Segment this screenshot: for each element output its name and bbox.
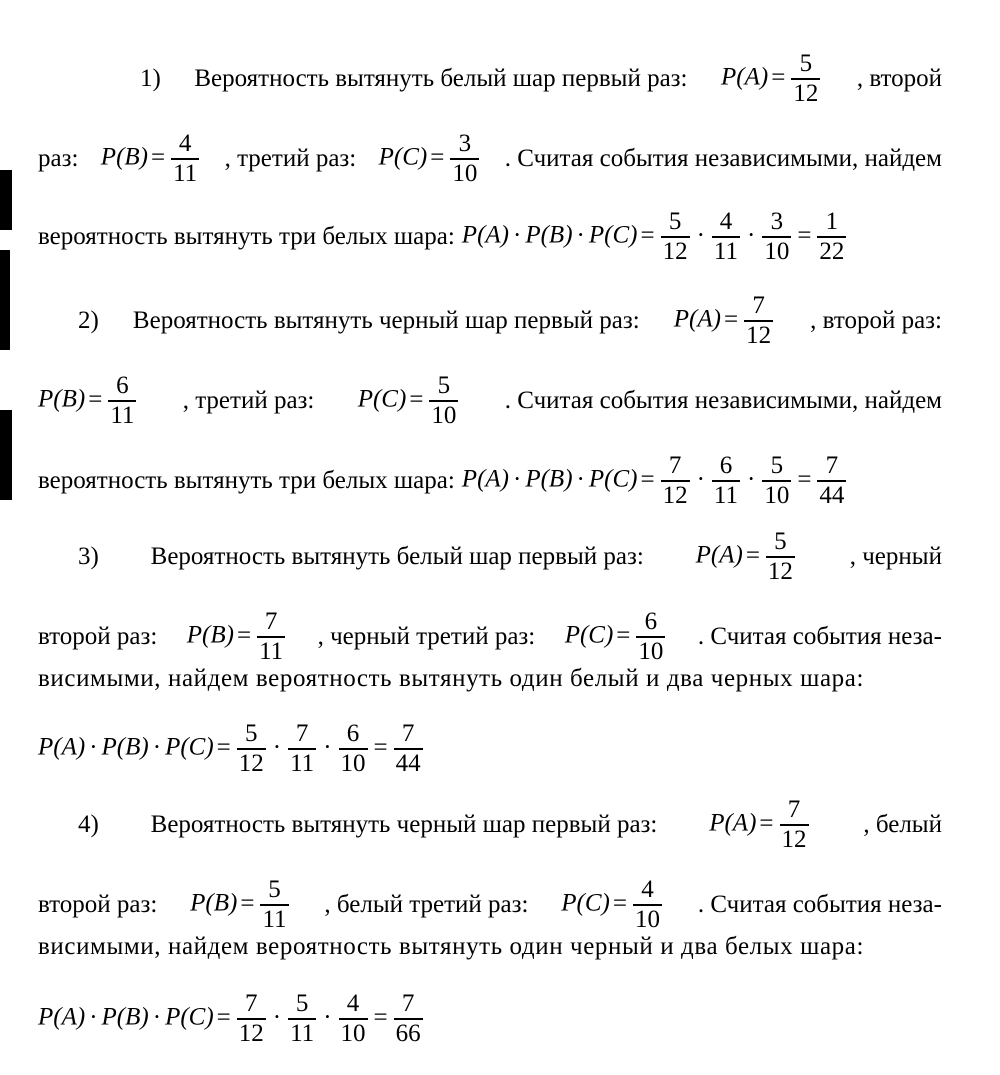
scan-edge-mark [0, 250, 10, 350]
fraction-numerator: 7 [401, 990, 415, 1017]
p1-line3 [38, 208, 942, 266]
fraction [429, 372, 458, 430]
fraction [288, 990, 316, 1048]
fraction [712, 208, 740, 266]
p2-line2 [38, 372, 942, 430]
scan-edge-mark [0, 410, 12, 500]
probability-symbol: P(C) [588, 221, 638, 249]
probability-symbol: P(B) [101, 733, 149, 761]
probability-symbol: P(A) [673, 305, 721, 333]
fraction-numerator: 6 [116, 372, 129, 399]
fraction-numerator: 4 [719, 208, 733, 235]
p3-line3 [38, 664, 942, 694]
fraction-denominator: 11 [259, 638, 284, 665]
probability-symbol: P(B) [101, 1003, 149, 1031]
fraction-numerator: 7 [752, 292, 765, 319]
p1-pc-formula [379, 130, 483, 188]
p2-pa-formula [674, 292, 776, 350]
probability-symbol: P(C) [357, 385, 407, 413]
fraction-numerator: 7 [668, 452, 682, 479]
equals-sign: = [723, 305, 739, 333]
equals-sign: = [640, 465, 655, 493]
equals-sign: = [612, 889, 627, 917]
p1-before: раз: [38, 145, 79, 172]
fraction [339, 720, 368, 778]
equals-sign: = [236, 621, 252, 649]
p1-text: Вероятность вытянуть белый шар первый раз: [194, 65, 688, 92]
probability-symbol: P(A) [38, 1003, 86, 1031]
p4-pb-formula [190, 876, 291, 934]
p1-after2: . Считая события независимыми, найдем [504, 145, 942, 172]
fraction-denominator: 10 [635, 906, 660, 933]
multiply-dot: · [89, 733, 98, 761]
equals-sign: = [373, 733, 388, 761]
multiply-dot: · [576, 465, 585, 493]
equals-sign: = [759, 809, 774, 837]
p2-line3 [38, 452, 942, 510]
fraction-denominator: 11 [110, 402, 135, 429]
fraction-numerator: 4 [346, 990, 360, 1017]
equals-sign: = [216, 733, 231, 761]
fraction-denominator: 11 [290, 1020, 315, 1047]
fraction-numerator: 5 [437, 372, 451, 399]
fraction-denominator: 10 [452, 160, 478, 187]
equals-sign: = [88, 385, 103, 413]
multiply-dot: · [272, 1003, 282, 1031]
p1-line2 [38, 130, 942, 188]
fraction [744, 292, 773, 350]
fraction-numerator: 3 [770, 208, 784, 235]
fraction-denominator: 10 [764, 238, 790, 265]
p2-after2: . Считая события независимыми, найдем [504, 387, 942, 414]
p4-pc-formula [561, 876, 665, 934]
fraction [817, 208, 846, 266]
fraction-denominator: 22 [819, 238, 845, 265]
fraction-denominator: 44 [819, 482, 845, 509]
p1-number: 1) [140, 65, 161, 92]
p3-text: Вероятность вытянуть белый шар первый раз: [150, 543, 644, 570]
equals-sign: = [745, 541, 760, 569]
fraction [817, 452, 846, 510]
p4-pa-formula [709, 796, 811, 854]
multiply-dot: · [696, 465, 705, 493]
p4-after: , белый [863, 811, 942, 838]
fraction-denominator: 10 [638, 638, 664, 665]
equals-sign: = [409, 385, 424, 413]
fraction-numerator: 1 [825, 208, 839, 235]
probability-symbol: P(B) [190, 889, 238, 917]
p1-mid: , третий раз: [224, 145, 357, 172]
probability-symbol: P(A) [461, 465, 509, 493]
probability-symbol: P(B) [525, 221, 573, 249]
probability-symbol: P(C) [588, 465, 638, 493]
p3-number: 3) [78, 543, 99, 570]
fraction-numerator: 5 [774, 528, 787, 555]
probability-symbol: P(B) [100, 143, 148, 171]
fraction [260, 876, 288, 934]
equals-sign: = [797, 465, 812, 493]
p4-line1 [38, 796, 942, 854]
p4-number: 4) [78, 811, 99, 838]
p2-before3: вероятность вытянуть три белых шара: [38, 467, 455, 494]
equals-sign: = [373, 1003, 388, 1031]
multiply-dot: · [152, 1003, 162, 1031]
probability-symbol: P(C) [165, 1003, 214, 1031]
p3-line4 [38, 720, 942, 778]
fraction-numerator: 6 [644, 608, 658, 635]
probability-symbol: P(C) [564, 621, 614, 649]
fraction [636, 608, 665, 666]
probability-symbol: P(B) [186, 621, 234, 649]
fraction-denominator: 12 [662, 482, 688, 509]
fraction [712, 452, 740, 510]
probability-symbol: P(C) [378, 143, 428, 171]
fraction [257, 608, 285, 666]
probability-symbol: P(A) [461, 221, 509, 249]
fraction [237, 990, 266, 1048]
equals-sign: = [616, 621, 631, 649]
p3-pa-formula [696, 528, 798, 586]
fraction-numerator: 5 [668, 208, 682, 235]
fraction [108, 372, 136, 430]
fraction-denominator: 11 [173, 160, 198, 187]
p2-product-formula [462, 452, 850, 510]
p3-pc-formula [565, 608, 669, 666]
p1-line1 [38, 50, 942, 108]
p1-pa-formula [721, 50, 823, 108]
equals-sign: = [151, 143, 166, 171]
p4-line3 [38, 932, 942, 962]
equals-sign: = [797, 221, 812, 249]
fraction-numerator: 5 [799, 50, 813, 77]
fraction [171, 130, 199, 188]
fraction-denominator: 11 [290, 750, 315, 777]
fraction-numerator: 7 [245, 990, 258, 1017]
fraction-denominator: 10 [764, 482, 790, 509]
multiply-dot: · [323, 733, 332, 761]
fraction [339, 990, 368, 1048]
p3-line1 [38, 528, 942, 586]
multiply-dot: · [513, 465, 522, 493]
p3-after: , черный [849, 543, 942, 570]
fraction [237, 720, 266, 778]
fraction-numerator: 3 [458, 130, 472, 157]
fraction-denominator: 11 [713, 238, 738, 265]
fraction-denominator: 12 [662, 238, 688, 265]
multiply-dot: · [323, 1003, 332, 1031]
multiply-dot: · [746, 465, 756, 493]
p3-line2 [38, 608, 942, 666]
equals-sign: = [430, 143, 445, 171]
fraction [450, 130, 479, 188]
p4-product-formula [38, 990, 426, 1048]
fraction-numerator: 7 [787, 796, 801, 823]
p3-after2: . Считая события неза- [697, 623, 942, 650]
p3-pb-formula [187, 608, 288, 666]
fraction-denominator: 12 [238, 1020, 264, 1047]
fraction [780, 796, 809, 854]
fraction-numerator: 7 [295, 720, 309, 747]
p2-mid: , третий раз: [182, 387, 315, 414]
fraction [762, 208, 791, 266]
probability-symbol: P(A) [38, 733, 86, 761]
multiply-dot: · [152, 733, 162, 761]
p1-pb-formula [101, 130, 202, 188]
multiply-dot: · [746, 221, 756, 249]
multiply-dot: · [89, 1003, 98, 1031]
fraction-numerator: 6 [719, 452, 733, 479]
probability-symbol: P(A) [721, 63, 769, 91]
p2-pb-formula [38, 372, 139, 430]
p2-pc-formula [358, 372, 462, 430]
fraction-numerator: 5 [770, 452, 784, 479]
fraction-denominator: 10 [431, 402, 457, 429]
scan-edge-mark [0, 170, 12, 230]
p2-text: Вероятность вытянуть черный шар первый раз: [132, 307, 640, 334]
fraction [394, 990, 423, 1048]
equals-sign: = [216, 1003, 231, 1031]
multiply-dot: · [513, 221, 522, 249]
p4-line4 [38, 990, 942, 1048]
p1-before3: вероятность вытянуть три белых шара: [38, 223, 455, 250]
probability-symbol: P(A) [695, 541, 743, 569]
probability-symbol: P(A) [709, 809, 757, 837]
p4-line2 [38, 876, 942, 934]
fraction-denominator: 44 [395, 750, 421, 777]
p4-before: второй раз: [38, 891, 158, 918]
fraction-numerator: 7 [401, 720, 415, 747]
fraction [394, 720, 423, 778]
fraction [633, 876, 662, 934]
p2-line1 [38, 292, 942, 350]
p2-number: 2) [78, 307, 99, 334]
p1-after: , второй [856, 65, 942, 92]
fraction-numerator: 5 [245, 720, 258, 747]
p4-mid: , белый третий раз: [324, 891, 529, 918]
p2-after: , второй раз: [810, 307, 942, 334]
fraction-denominator: 10 [340, 1020, 366, 1047]
p4-text3: висимыми, найдем вероятность вытянуть один черный и два белых шара: [38, 933, 864, 960]
p4-after2: . Считая события неза- [697, 891, 942, 918]
equals-sign: = [640, 221, 655, 249]
p3-before: второй раз: [38, 623, 158, 650]
fraction-denominator: 11 [262, 906, 287, 933]
probability-symbol: P(C) [561, 889, 610, 917]
fraction-denominator: 12 [793, 80, 819, 107]
p3-product-formula [38, 720, 426, 778]
fraction [661, 452, 690, 510]
p3-mid: , черный третий раз: [317, 623, 536, 650]
p3-text3: висимыми, найдем вероятность вытянуть один белый и два черных шара: [38, 665, 864, 692]
fraction-numerator: 4 [178, 130, 192, 157]
fraction [762, 452, 791, 510]
p4-text: Вероятность вытянуть черный шар первый раз: [150, 811, 658, 838]
fraction-denominator: 12 [746, 322, 772, 349]
fraction-numerator: 7 [264, 608, 278, 635]
fraction-numerator: 5 [295, 990, 309, 1017]
probability-symbol: P(B) [38, 385, 86, 413]
fraction [766, 528, 795, 586]
multiply-dot: · [576, 221, 585, 249]
fraction-numerator: 5 [268, 876, 281, 903]
probability-symbol: P(B) [525, 465, 573, 493]
multiply-dot: · [696, 221, 705, 249]
fraction-numerator: 6 [346, 720, 360, 747]
multiply-dot: · [272, 733, 282, 761]
fraction [661, 208, 690, 266]
p1-product-formula [462, 208, 850, 266]
equals-sign: = [771, 63, 786, 91]
fraction-denominator: 11 [713, 482, 738, 509]
fraction-numerator: 7 [825, 452, 839, 479]
fraction [288, 720, 316, 778]
equals-sign: = [240, 889, 255, 917]
fraction-denominator: 12 [767, 558, 793, 585]
fraction-numerator: 4 [641, 876, 654, 903]
probability-symbol: P(C) [165, 733, 214, 761]
fraction-denominator: 12 [238, 750, 264, 777]
fraction-denominator: 66 [395, 1020, 421, 1047]
fraction-denominator: 10 [340, 750, 366, 777]
fraction-denominator: 12 [781, 826, 807, 853]
fraction [791, 50, 820, 108]
